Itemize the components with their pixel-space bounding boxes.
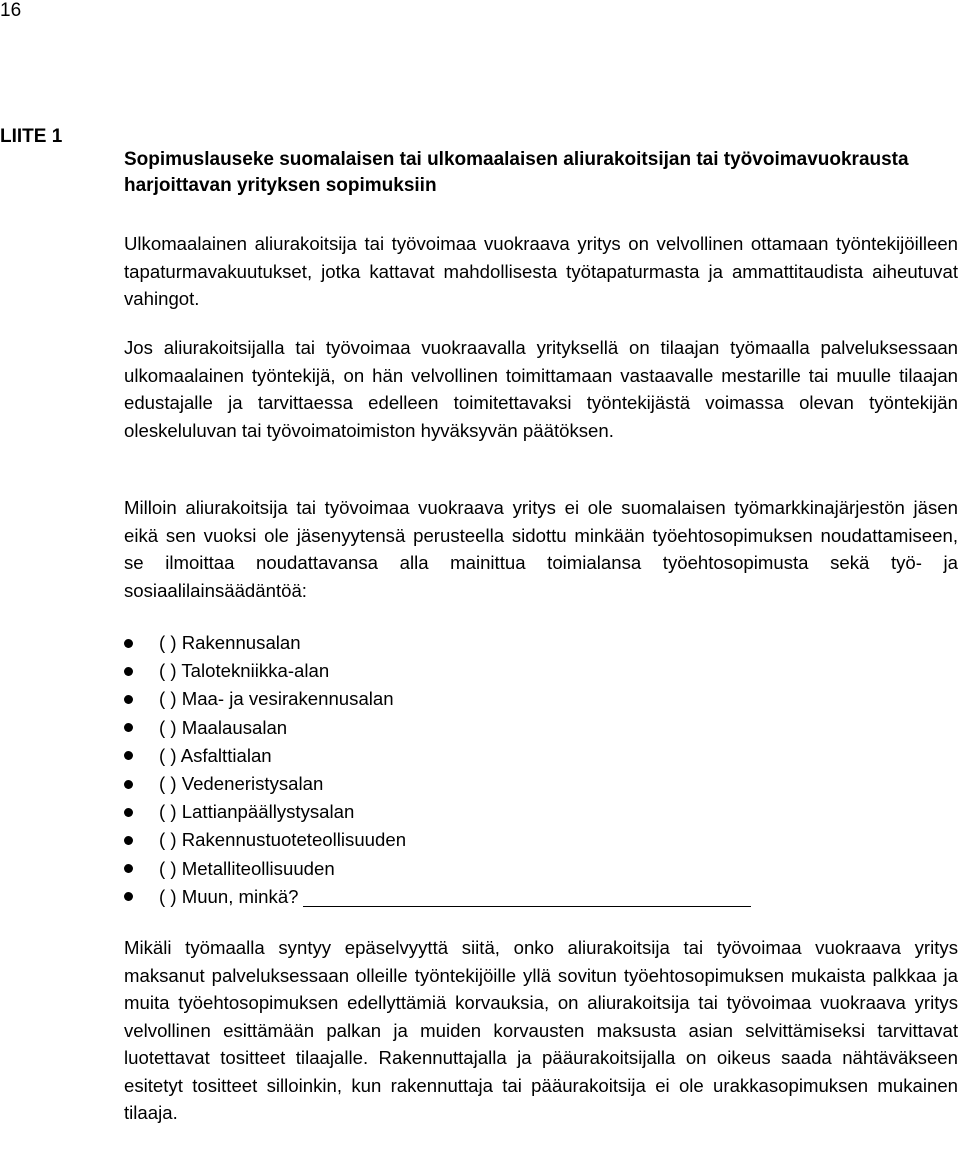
option-label: ( ) Talotekniikka-alan <box>159 660 330 682</box>
page-number: 16 <box>0 0 22 21</box>
option-item[interactable] <box>124 855 884 883</box>
option-item[interactable] <box>124 657 884 685</box>
option-item[interactable] <box>124 629 884 657</box>
paragraph-wage-verification: Mikäli työmaalla syntyy epäselvyyttä siitä, onko aliurakoitsija tai työvoimaa vuokraava yritys maksanut palveluksessaan olleille työntekijöille yllä sovitun työehtosopimuksen mukaista palkkaa ja muita työehtosopimuksen edellyttämiä korvauksia, on aliurakoitsija tai työvoimaa vuokraava yritys velvollinen esittämään palkan ja muiden korvausten maksusta asian selvittämiseksi tarvittavat luotettavat tositteet tilaajalle. Rakennuttajalla ja pääurakoitsijalla on oikeus saada nähtäväkseen esitetyt tositteet silloinkin, kun rakennuttaja tai pääurakoitsija ei ole urakkasopimuksen mukainen tilaaja. <box>124 937 958 1123</box>
bullet-icon <box>124 836 133 845</box>
option-label: ( ) Rakennustuoteteollisuuden <box>159 829 407 851</box>
bullet-icon <box>124 723 133 732</box>
bullet-icon <box>124 864 133 873</box>
option-item[interactable] <box>124 798 884 826</box>
option-label: ( ) Muun, minkä? <box>159 885 299 907</box>
paragraph-insurance: Ulkomaalainen aliurakoitsija tai työvoimaa vuokraava yritys on velvollinen ottamaan työntekijöilleen tapaturmavakuutukset, jotka kattavat mahdollisesta työtapaturmasta ja ammattitaudista aiheutuvat vahingot. <box>124 233 958 309</box>
option-label: ( ) Maalausalan <box>159 716 288 738</box>
bullet-icon <box>124 892 133 901</box>
document-title: Sopimuslauseke suomalaisen tai ulkomaalaisen aliurakoitsijan tai työvoimavuokrausta harjoittavan yrityksen sopimuksiin <box>124 149 909 196</box>
bullet-icon <box>124 808 133 817</box>
bullet-icon <box>124 639 133 648</box>
option-label: ( ) Lattianpäällystysalan <box>159 801 355 823</box>
option-item[interactable] <box>124 770 884 798</box>
bullet-icon <box>124 751 133 760</box>
option-item[interactable] <box>124 826 884 854</box>
option-label: ( ) Vedeneristysalan <box>159 772 324 794</box>
option-label: ( ) Rakennusalan <box>159 632 301 653</box>
bullet-icon <box>124 695 133 704</box>
fill-in-blank-line[interactable] <box>303 886 751 907</box>
paragraph-collective-agreement: Milloin aliurakoitsija tai työvoimaa vuokraava yritys ei ole suomalaisen työmarkkinajärjestön jäsen eikä sen vuoksi ole jäsenyytensä perusteella sidottu minkään työehtosopimuksen noudattamiseen, se ilmoittaa noudattavansa alla mainittua toimialansa työehtosopimusta sekä työ- ja sosiaalilainsäädäntöä: <box>124 497 958 601</box>
option-item[interactable] <box>124 685 884 713</box>
appendix-label: LIITE 1 <box>0 126 63 147</box>
option-item[interactable] <box>124 742 884 770</box>
option-label: ( ) Maa- ja vesirakennusalan <box>159 688 394 710</box>
option-label: ( ) Asfalttialan <box>159 744 272 766</box>
bullet-icon <box>124 780 133 789</box>
option-item[interactable] <box>124 714 884 742</box>
option-item-other[interactable] <box>124 883 884 911</box>
paragraph-foreign-worker: Jos aliurakoitsijalla tai työvoimaa vuokraavalla yrityksellä on tilaajan työmaalla palveluksessaan ulkomaalainen työntekijä, on hän velvollinen toimittamaan vastaavalle mestarille tai muulle tilaajan edustajalle ja tarvittaessa edelleen toimitettavaksi työntekijästä voimassa olevan työntekijän oleskeluluvan tai työvoimatoimiston hyväksyvän päätöksen. <box>124 337 958 441</box>
industry-options-list <box>124 629 884 911</box>
bullet-icon <box>124 667 133 676</box>
option-label: ( ) Metalliteollisuuden <box>159 857 335 879</box>
